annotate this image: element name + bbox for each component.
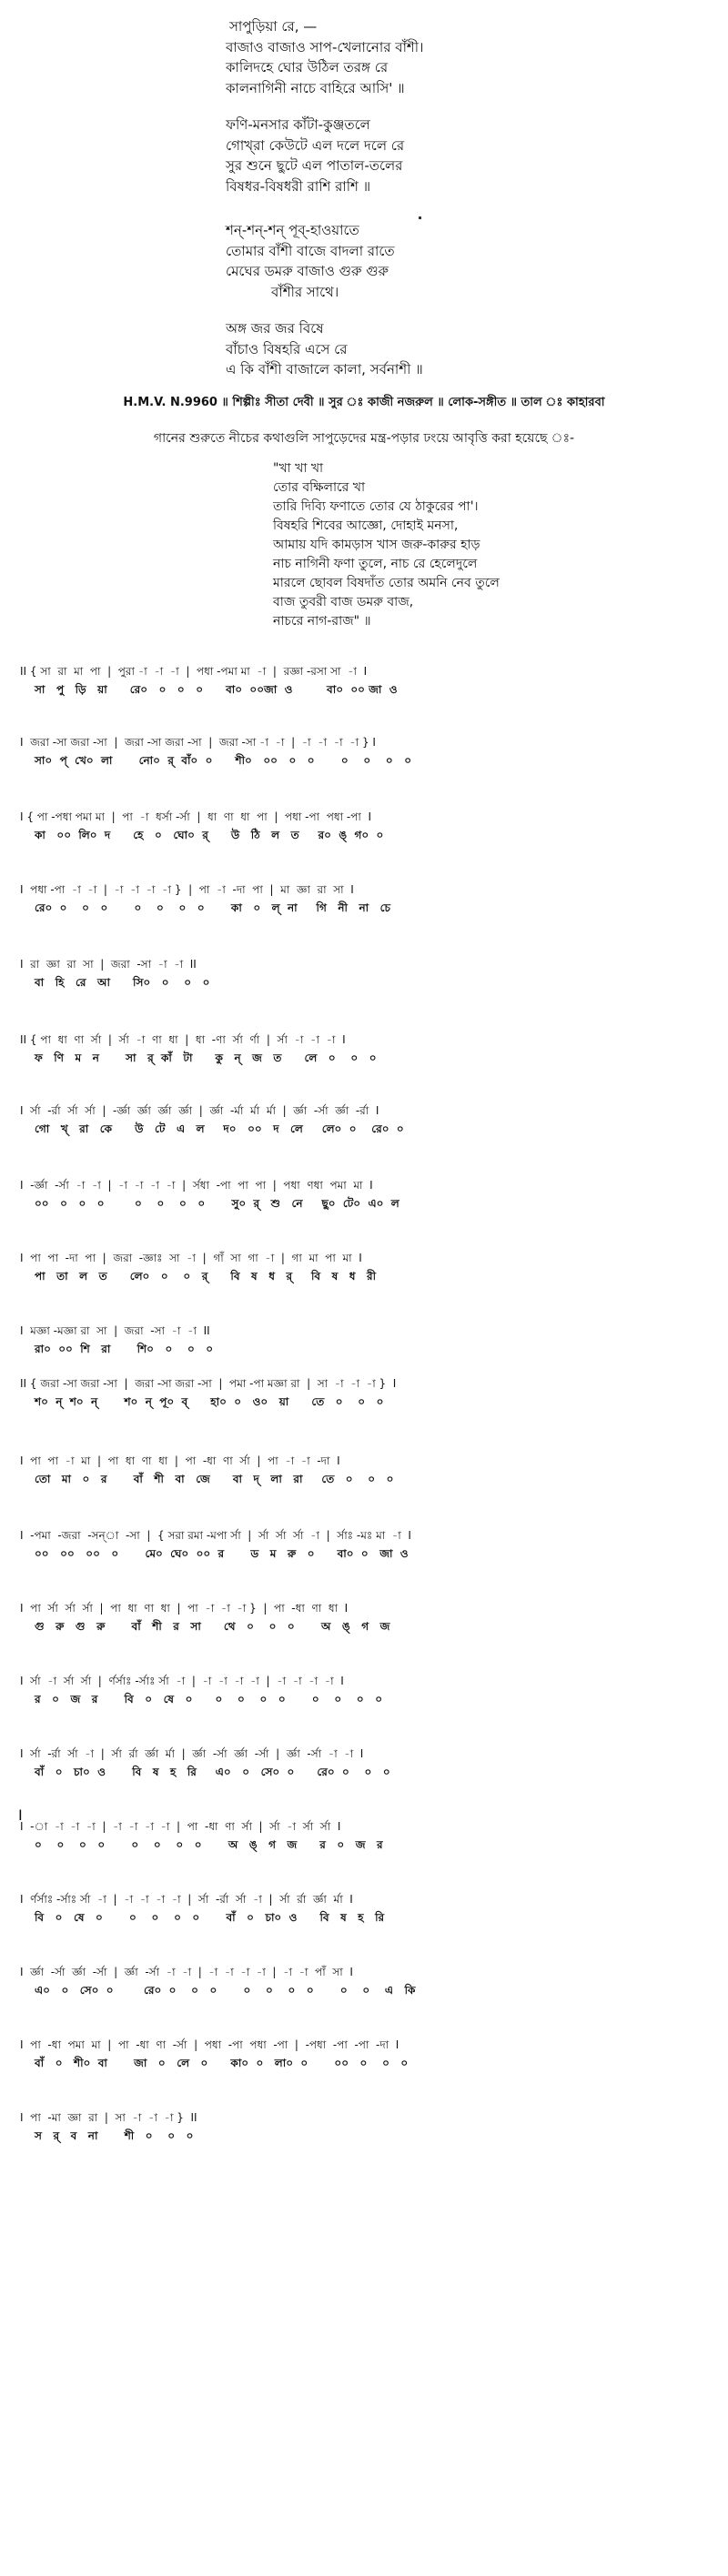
lyric-syllables: ০ ০ ০ ০ ০ ০ ০ ০ অ ঙ্‌ গ জ র ০ জ র	[35, 1838, 383, 1851]
lyric-syllables: ফ ণি ম ন সা র্‌ কাঁ টা কু ন্‌ জ ত লে ০ ০ ০	[35, 1052, 377, 1064]
swara-line: II { জরা -সা জরা -সা | জরা -সা জরা -সা | পমা -পা মজ্ঞা রা | সা -া -া -া } I	[20, 1377, 397, 1390]
swara-line: I র্জ্ঞা -র্সা র্জ্ঞা -র্সা | র্জ্ঞা -র্সা -া -া | -া -া -া -া | -া -া পাঁ সা I	[20, 1966, 353, 1978]
mantra-line: বিষহরি শিবের আজ্ঞো, দোহাই মনসা,	[273, 518, 459, 533]
lyric-syllables: বি ০ ষে ০ ০ ০ ০ ০ বাঁ ০ চা০ ও বি ষ হ রি	[35, 1911, 385, 1924]
swara-line: I র্সা -র্রা র্সা -া | র্সা র্রা র্জ্ঞা র্মা | র্জ্ঞা -র্সা র্জ্ঞা -র্সা | র্জ্ঞা -র্সা -া -া I	[20, 1747, 364, 1760]
mantra-line: নাচরে নাগ-রাজ" ॥	[273, 614, 371, 629]
lyric-syllables: বাঁ ০ শী০ বা জা ০ লে ০ কা০ ০ লা০ ০ ০০ ০ ০ ০	[35, 2057, 409, 2069]
swara-line: I পা র্সা র্সা র্সা | পা ধা ণা ধা | পা -া -া -া } | পা -ধা ণা ধা I	[20, 1602, 349, 1615]
lyrics-stanza-2	[226, 115, 626, 196]
swara-line: I { পা -পধা পমা মা | পা -া ধর্সা -র্সা | ধা ণা ধা পা | পধা -পা পধা -পা I	[20, 810, 372, 823]
lyric-syllables: গু রু গু রু বাঁ শী র সা থে ০ ০ ০ অ ঙ্‌ গ জ	[35, 1620, 390, 1633]
lyric-syllables: স র্‌ ব না শী ০ ০ ০	[35, 2129, 194, 2142]
mantra-line: তোর বক্ষিলারে খা	[273, 480, 366, 495]
lyrics-line: এ কি বাঁশী বাজালে কালা, সর্বনাশী ॥	[226, 361, 423, 377]
lyric-syllables: সা০ প্‌ খে০ লা নো০ র্‌ বাঁ০ ০ শী০ ০০ ০ ০ ০ ০ ০ ০	[35, 754, 412, 767]
mantra-line: তারি দিব্যি ফণাতে তোর যে ঠাকুরের পা'।	[273, 499, 479, 514]
lyrics-line: অঙ্গ জর জর বিষে	[226, 320, 324, 337]
lyrics-line: মেঘের ডমরু বাজাও গুরু গুরু	[226, 263, 389, 279]
swara-line: I পা -ধা পমা মা | পা -ধা ণা -র্সা | পধা -পা পধা -পা | -পধা -পা -পা -দা I	[20, 2038, 399, 2051]
lyric-syllables: কা ০০ লি০ দ হে ০ ঘো০ র্‌ উ ঠি ল ত র০ ঙ্‌ গ০ ০	[35, 829, 384, 841]
swara-line: I র্ণর্সাঃ -র্সাঃ র্সা -া | -া -া -া -া | র্সা -র্রা র্সা -া | র্সা র্রা র্জ্ঞা র্মা I	[20, 1893, 353, 1906]
record-info: H.M.V. N.9960 ॥ শিল্পীঃ সীতা দেবী ॥ সুর ঃ কাজী নজরুল ॥ লোক-সঙ্গীত ॥ তাল ঃ কাহারবা	[123, 396, 605, 409]
lyrics-line: ফণি-মনসার কাঁটা-কুঞ্জতলে	[226, 116, 370, 133]
lyrics-line: বিষধর-বিষধরী রাশি রাশি ॥	[226, 177, 371, 195]
lyrics-line: শন্‌-শন্‌-শন্‌ পূব্‌-হাওয়াতে	[226, 222, 359, 238]
swara-line: I রা জ্ঞা রা সা | জরা -সা -া -া II	[20, 958, 197, 971]
lyric-syllables: বা হি রে আ সি০ ০ ০ ০	[35, 976, 210, 989]
lyric-syllables: রা০ ০০ শি রা শি০ ০ ০ ০	[35, 1343, 214, 1355]
lyric-syllables: ০০ ০০ ০০ ০ মে০ ঘে০ ০০ র ড ম রু ০ বা০ ০ জা ও	[35, 1547, 409, 1560]
mantra-line: মারলে ছোবল বিষদাঁত তোর অমনি নেব তুলে	[273, 576, 500, 590]
lyric-syllables: সা পু ড়ি য়া রে০ ০ ০ ০ বা০ ০০জা ও বা০ ০০ জা ও	[35, 683, 398, 696]
lyrics-line: কালিদহে ঘোর উঠিল তরঙ্গ রে	[226, 59, 389, 75]
swara-line: I র্সা -া র্সা র্সা | র্ণর্সাঃ -র্সাঃ র্সা -া | -া -া -া -া | -া -া -া -া I	[20, 1675, 344, 1687]
swara-line: I -র্জ্ঞা -র্সা -া -া | -া -া -া -া | র্সধা -পা পা পা | পধা ণধা পমা মা I	[20, 1179, 373, 1192]
swara-line: I র্সা -র্রা র্সা র্সা | -র্জ্ঞা র্জ্ঞা র্জ্ঞা র্জ্ঞা | র্জ্ঞা -র্মা র্মা র্মা | র্জ্ঞা -র্সা র্জ্ঞা -র্রা I	[20, 1104, 379, 1117]
lyric-syllables: পা তা ল ত লে০ ০ ০ র্‌ বি ষ ধ র্‌ বি ষ ধ রী	[35, 1270, 377, 1283]
swara-line: I পা পা -া মা | পা ধা ণা ধা | পা -ধা ণা র্সা | পা -া -া -দা I	[20, 1454, 340, 1467]
mantra-line: "খা খা খা	[273, 461, 324, 476]
lyrics-line: গোখ্‌রা কেউটে এল দলে দলে রে	[226, 136, 405, 154]
swara-line: I জরা -সা জরা -সা | জরা -সা জরা -সা | জরা -সা -া -া | -া -া -া -া } I	[20, 736, 376, 749]
mantra-line: আমায় যদি কামড়াস খাস জরু-কারুর হাড়	[273, 538, 480, 552]
mantra-line: বাজ তুবরী বাজ ডমরু বাজ,	[273, 595, 414, 609]
lyric-syllables: র ০ জ র বি ০ ষে ০ ০ ০ ০ ০ ০ ০ ০ ০	[35, 1693, 383, 1706]
lyrics-stanza-4	[226, 318, 626, 380]
lyrics-line: বাঁচাও বিষহরি এসে রে	[226, 340, 348, 357]
lyric-syllables: এ০ ০ সে০ ০ রে০ ০ ০ ০ ০ ০ ০ ০ ০ ০ এ কি	[35, 1984, 416, 1997]
lyrics-line: সাপুড়িয়া রে, —	[229, 18, 318, 35]
swara-line: I মজ্ঞা -মজ্ঞা রা সা | জরা -সা -া -া II	[20, 1324, 210, 1337]
swara-line: I পা -মা জ্ঞা রা | সা -া -া -া } II	[20, 2111, 197, 2124]
song-lyrics	[226, 16, 626, 397]
swara-line: I পধা -পা -া -া | -া -া -া -া } | পা -া -দা পা | মা জ্ঞা রা সা I	[20, 883, 354, 896]
swara-line: I পা পা -দা পা | জরা -জ্ঞাঃ সা -া | গাঁ সা গা -া | গা মা পা মা I	[20, 1252, 362, 1264]
lyric-syllables: ০০ ০ ০ ০ ০ ০ ০ ০ সু০ র্‌ শু নে ছু০ টে০ এ০ ল	[35, 1197, 399, 1210]
lyric-syllables: তো মা ০ র বাঁ শী বা জে বা দ্‌ লা রা তে ০ ০ ০	[35, 1473, 394, 1485]
swara-line: I -া -া -া -া | -া -া -া -া | পা -ধা ণা র্সা | র্সা -া র্সা র্সা I	[20, 1820, 341, 1833]
lyrics-line: বাজাও বাজাও সাপ-খেলানোর বাঁশী।	[226, 38, 424, 55]
lyrics-stanza-3	[226, 220, 626, 302]
lyrics-line: তোমার বাঁশী বাজে বাদলা রাতে	[226, 242, 395, 259]
lyric-syllables: রে০ ০ ০ ০ ০ ০ ০ ০ কা ০ ল্‌ না গি নী না চে	[35, 901, 390, 914]
mantra-line: নাচ নাগিনী ফণা তুলে, নাচ রে হেলেদুলে	[273, 557, 478, 571]
lyric-syllables: বাঁ ০ চা০ ও বি ষ হ রি এ০ ০ সে০ ০ রে০ ০ ০ ০	[35, 1766, 390, 1778]
swara-line: I -পমা -জরা -সন্‌া -সা | { সরা রমা -মপা র্সা | র্সা র্সা র্সা -া | র্সাঃ -মঃ মা -া I	[20, 1529, 411, 1542]
speck	[419, 216, 421, 219]
margin-mark: I	[18, 1806, 23, 1824]
swara-line: II { পা ধা ণা র্সা | র্সা -া ণা ধা | ধা -ণা র্সা র্ণা | র্সা -া -া -া I	[20, 1033, 346, 1046]
lyric-syllables: শ০ ন্‌ শ০ ন্‌ শ০ ন্‌ পূ০ ব্‌ হা০ ০ ও০ য়া তে ০ ০ ০	[35, 1395, 384, 1408]
lyrics-line: কালনাগিনী নাচে বাহিরে আসি' ॥	[226, 79, 405, 96]
lyrics-line: সুর শুনে ছুটে এল পাতাল-তলের	[226, 157, 403, 174]
swara-line: II { সা রা মা পা | পুরা -া -া -া | পধা -পমা মা -া | রজ্ঞা -রসা সা -া I	[20, 665, 368, 678]
lyrics-stanza-1	[226, 16, 626, 98]
recitation-note: গানের শুরুতে নীচের কথাগুলি সাপুড়েদের মন্ত্র-পড়ার ঢংয়ে আবৃত্তি করা হয়েছে ঃ-	[153, 431, 575, 446]
mantra-recitation	[273, 459, 692, 631]
lyric-syllables: গো খ্‌ রা কে উ টে এ ল দ০ ০০ দ লে লে০ ০ রে০ ০	[35, 1122, 404, 1135]
lyrics-line: বাঁশীর সাথে।	[271, 283, 339, 300]
